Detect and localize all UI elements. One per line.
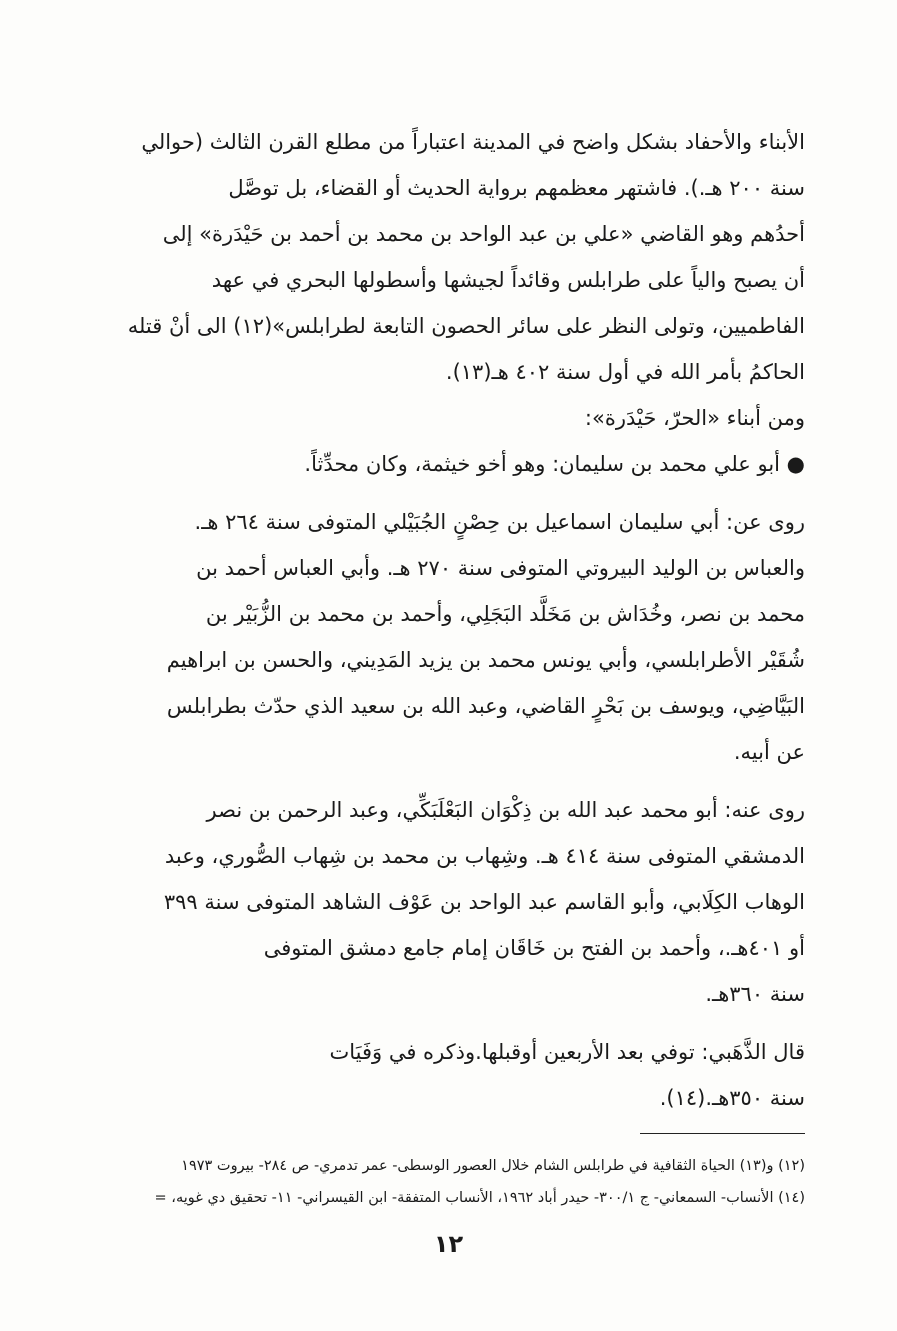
text-line: البَيَّاضِي، ويوسف بن بَحْرٍ القاضي، وعبد الله بن سعيد الذي حدّث بطرابلس: [166, 694, 805, 718]
text-line: محمد بن نصر، وخُدَاش بن مَخَلَّد البَجَلِي، وأحمد بن محمد بن الزُّبَيْر بن: [205, 602, 805, 626]
paragraph-lineage: [100, 119, 805, 395]
text-line: سنة ٣٦٠هـ.: [705, 982, 805, 1006]
text-line: سنة ٢٠٠ هـ.). فاشتهر معظمهم برواية الحديث أو القضاء، بل توصَّل: [228, 176, 805, 200]
footnote-14: (١٤) الأنساب- السمعاني- ج ٣٠٠/١- حيدر أباد ١٩٦٢، الأنساب المتفقة- ابن القيسراني- ١١- تحقيق دي غويه، =: [154, 1190, 805, 1206]
text-line: روى عن: أبي سليمان اسماعيل بن حِصْنٍ الجُبَيْلي المتوفى سنة ٢٦٤ هـ.: [194, 510, 805, 534]
paragraph-dhahabi: [100, 1029, 805, 1121]
text-line: الحاكمُ بأمر الله في أول سنة ٤٠٢ هـ(١٣).: [445, 360, 805, 384]
text-line: ● أبو علي محمد بن سليمان: وهو أخو خيثمة، وكان محدِّثاً.: [304, 452, 805, 476]
paragraph-gap: [100, 487, 805, 499]
paragraph-gap: [100, 1017, 805, 1029]
paragraph-gap: [100, 775, 805, 787]
footnote-12-13: (١٢) و(١٣) الحياة الثقافية في طرابلس الشام خلال العصور الوسطى- عمر تدمري- ص ٢٨٤- بيروت ١٩٧٣: [181, 1158, 805, 1174]
text-line: عن أبيه.: [733, 740, 805, 764]
text-line: قال الذَّهَبي: توفي بعد الأربعين أوقبلها.وذكره في وَفَيَات: [329, 1040, 805, 1064]
paragraph-narrated-from: [100, 499, 805, 775]
footnote-divider: [640, 1133, 805, 1134]
paragraph-sons: [100, 395, 805, 487]
page-number: ١٢: [433, 1230, 464, 1258]
footnotes: [100, 1150, 805, 1214]
paragraph-narrated-by: [100, 787, 805, 1017]
text-line: شُقَيْر الأطرابلسي، وأبي يونس محمد بن يزيد المَدِيني، والحسن بن ابراهيم: [166, 648, 805, 672]
text-line: أو ٤٠١هـ.، وأحمد بن الفتح بن خَاقَان إمام جامع دمشق المتوفى: [263, 936, 805, 960]
text-line: ومن أبناء «الحرّ، حَيْدَرة»:: [584, 406, 805, 430]
text-line: الأبناء والأحفاد بشكل واضح في المدينة اعتباراً من مطلع القرن الثالث (حوالي: [141, 130, 805, 154]
text-line: أن يصبح والياً على طرابلس وقائداً لجيشها وأسطولها البحري في عهد: [211, 268, 805, 292]
text-line: والعباس بن الوليد البيروتي المتوفى سنة ٢٧٠ هـ. وأبي العباس أحمد بن: [196, 556, 805, 580]
text-line: الدمشقي المتوفى سنة ٤١٤ هـ. وشِهاب بن محمد بن شِهاب الصُّوري، وعبد: [164, 844, 805, 868]
text-line: روى عنه: أبو محمد عبد الله بن ذِكْوَان البَعْلَبَكِّي، وعبد الرحمن بن نصر: [206, 798, 805, 822]
text-line: أحدُهم وهو القاضي «علي بن عبد الواحد بن محمد بن أحمد بن حَيْدَرة» إلى: [162, 222, 805, 246]
text-line: سنة ٣٥٠هـ.(١٤).: [659, 1086, 805, 1110]
text-line: الفاطميين، وتولى النظر على سائر الحصون التابعة لطرابلس»(١٢) الى أنْ قتله: [127, 314, 805, 338]
text-line: الوهاب الكِلَابي، وأبو القاسم عبد الواحد بن عَوْف الشاهد المتوفى سنة ٣٩٩: [163, 890, 805, 914]
main-text: [100, 119, 805, 1121]
